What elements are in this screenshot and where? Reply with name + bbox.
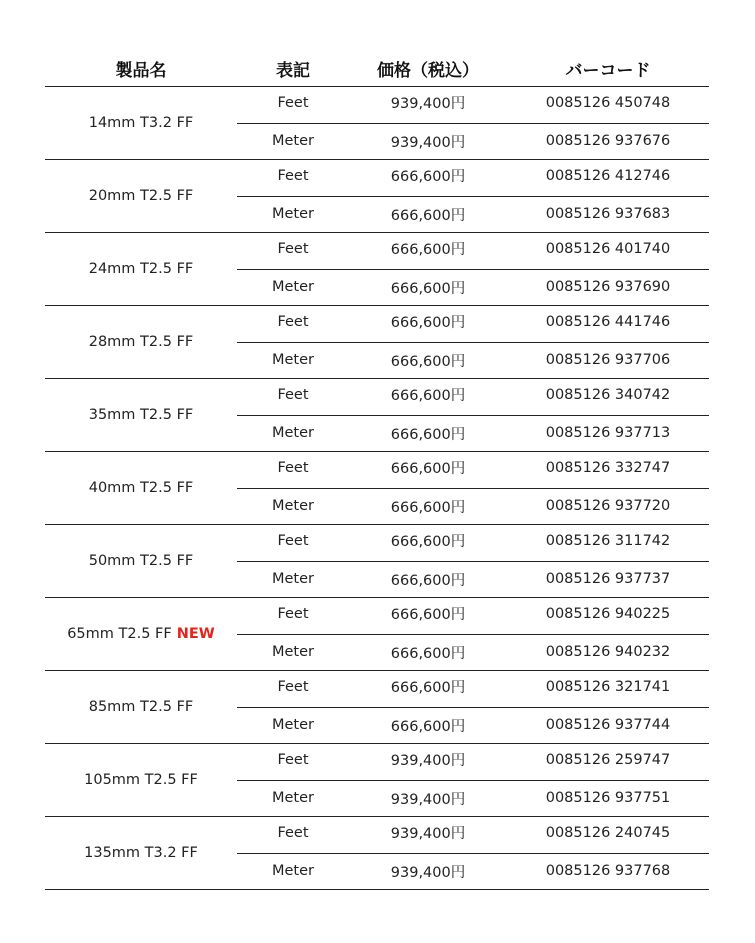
price-cell: 666,600円 [390,388,466,405]
unit-cell: Feet [277,605,309,622]
variant-row [237,671,709,708]
product-name-cell [45,817,237,889]
product-row [45,306,709,379]
variant-row [237,343,709,379]
unit-cell: Meter [272,863,314,880]
barcode-cell: 0085126 937676 [545,133,671,150]
unit-cell: Feet [277,532,309,549]
variant-list [237,598,709,670]
table-header [45,50,709,87]
variant-list [237,525,709,597]
variant-row [237,744,709,781]
barcode-cell: 0085126 937713 [545,425,671,442]
variant-list [237,744,709,816]
header-unit: 表記 [276,60,310,81]
barcode-cell: 0085126 259747 [545,751,671,768]
barcode-cell: 0085126 937768 [545,863,671,880]
variant-row [237,854,709,890]
price-cell: 666,600円 [390,572,466,589]
price-cell: 666,600円 [390,534,466,551]
price-cell: 666,600円 [390,645,466,662]
price-table [45,50,709,890]
price-cell: 666,600円 [390,461,466,478]
price-cell: 666,600円 [390,426,466,443]
variant-row [237,87,709,124]
price-cell: 666,600円 [390,315,466,332]
unit-cell: Feet [277,459,309,476]
product-name: 50mm T2.5 FF [88,553,194,569]
variant-row [237,306,709,343]
product-row [45,379,709,452]
product-row [45,233,709,306]
variant-row [237,452,709,489]
variant-list [237,379,709,451]
barcode-cell: 0085126 937690 [545,279,671,296]
variant-list [237,671,709,743]
product-name-cell [45,598,237,670]
unit-cell: Feet [277,678,309,695]
variant-row [237,635,709,671]
header-price: 価格（税込） [377,60,479,81]
variant-row [237,598,709,635]
product-row [45,598,709,671]
barcode-cell: 0085126 937744 [545,717,671,734]
barcode-cell: 0085126 450748 [545,94,671,111]
product-name: 135mm T3.2 FF [84,845,198,861]
variant-list [237,452,709,524]
product-name: 14mm T3.2 FF [88,115,194,131]
variant-row [237,708,709,744]
unit-cell: Feet [277,94,309,111]
unit-cell: Meter [272,498,314,515]
price-cell: 666,600円 [390,207,466,224]
variant-row [237,379,709,416]
price-cell: 939,400円 [390,826,466,843]
price-cell: 666,600円 [390,499,466,516]
barcode-cell: 0085126 937751 [545,790,671,807]
barcode-cell: 0085126 940225 [545,605,671,622]
unit-cell: Meter [272,571,314,588]
product-name: 28mm T2.5 FF [88,334,194,350]
product-name-cell [45,379,237,451]
product-name: 24mm T2.5 FF [88,261,194,277]
price-cell: 939,400円 [390,96,466,113]
unit-cell: Feet [277,240,309,257]
product-name: 35mm T2.5 FF [88,407,194,423]
new-badge: NEW [176,626,215,642]
unit-cell: Feet [277,313,309,330]
product-row [45,452,709,525]
variant-row [237,197,709,233]
barcode-cell: 0085126 332747 [545,459,671,476]
variant-list [237,160,709,232]
price-cell: 666,600円 [390,353,466,370]
product-row [45,817,709,890]
variant-row [237,817,709,854]
variant-row [237,233,709,270]
barcode-cell: 0085126 321741 [545,678,671,695]
price-cell: 666,600円 [390,718,466,735]
price-cell: 666,600円 [390,242,466,259]
unit-cell: Feet [277,167,309,184]
product-row [45,525,709,598]
unit-cell: Meter [272,425,314,442]
unit-cell: Feet [277,751,309,768]
price-cell: 939,400円 [390,791,466,808]
unit-cell: Meter [272,206,314,223]
header-product-name: 製品名 [115,60,167,81]
product-name: 105mm T2.5 FF [84,772,198,788]
product-row [45,744,709,817]
product-name-cell [45,87,237,159]
barcode-cell: 0085126 240745 [545,824,671,841]
unit-cell: Meter [272,352,314,369]
variant-row [237,124,709,160]
barcode-cell: 0085126 937720 [545,498,671,515]
barcode-cell: 0085126 937706 [545,352,671,369]
barcode-cell: 0085126 937683 [545,206,671,223]
product-name-cell [45,671,237,743]
table-body [45,87,709,890]
unit-cell: Meter [272,644,314,661]
price-cell: 666,600円 [390,607,466,624]
variant-row [237,525,709,562]
variant-row [237,416,709,452]
product-name-cell [45,160,237,232]
variant-list [237,306,709,378]
variant-row [237,781,709,817]
price-cell: 939,400円 [390,753,466,770]
product-name-cell [45,233,237,305]
price-cell: 666,600円 [390,280,466,297]
variant-list [237,817,709,889]
unit-cell: Feet [277,386,309,403]
variant-row [237,160,709,197]
variant-list [237,233,709,305]
product-name-cell [45,306,237,378]
product-name-cell [45,744,237,816]
product-name: 85mm T2.5 FF [88,699,194,715]
barcode-cell: 0085126 441746 [545,313,671,330]
variant-row [237,270,709,306]
price-cell: 666,600円 [390,680,466,697]
product-name: 65mm T2.5 FF [67,626,172,642]
unit-cell: Feet [277,824,309,841]
variant-list [237,87,709,159]
product-name: 20mm T2.5 FF [88,188,194,204]
barcode-cell: 0085126 940232 [545,644,671,661]
barcode-cell: 0085126 340742 [545,386,671,403]
barcode-cell: 0085126 401740 [545,240,671,257]
product-row [45,87,709,160]
product-name-cell [45,452,237,524]
price-cell: 666,600円 [390,169,466,186]
barcode-cell: 0085126 412746 [545,167,671,184]
variant-row [237,489,709,525]
variant-row [237,562,709,598]
unit-cell: Meter [272,717,314,734]
price-cell: 939,400円 [390,864,466,881]
barcode-cell: 0085126 937737 [545,571,671,588]
product-row [45,671,709,744]
product-name-cell [45,525,237,597]
header-barcode: バーコード [565,60,651,81]
unit-cell: Meter [272,133,314,150]
barcode-cell: 0085126 311742 [545,532,671,549]
unit-cell: Meter [272,790,314,807]
unit-cell: Meter [272,279,314,296]
product-row [45,160,709,233]
price-cell: 939,400円 [390,134,466,151]
product-name: 40mm T2.5 FF [88,480,194,496]
